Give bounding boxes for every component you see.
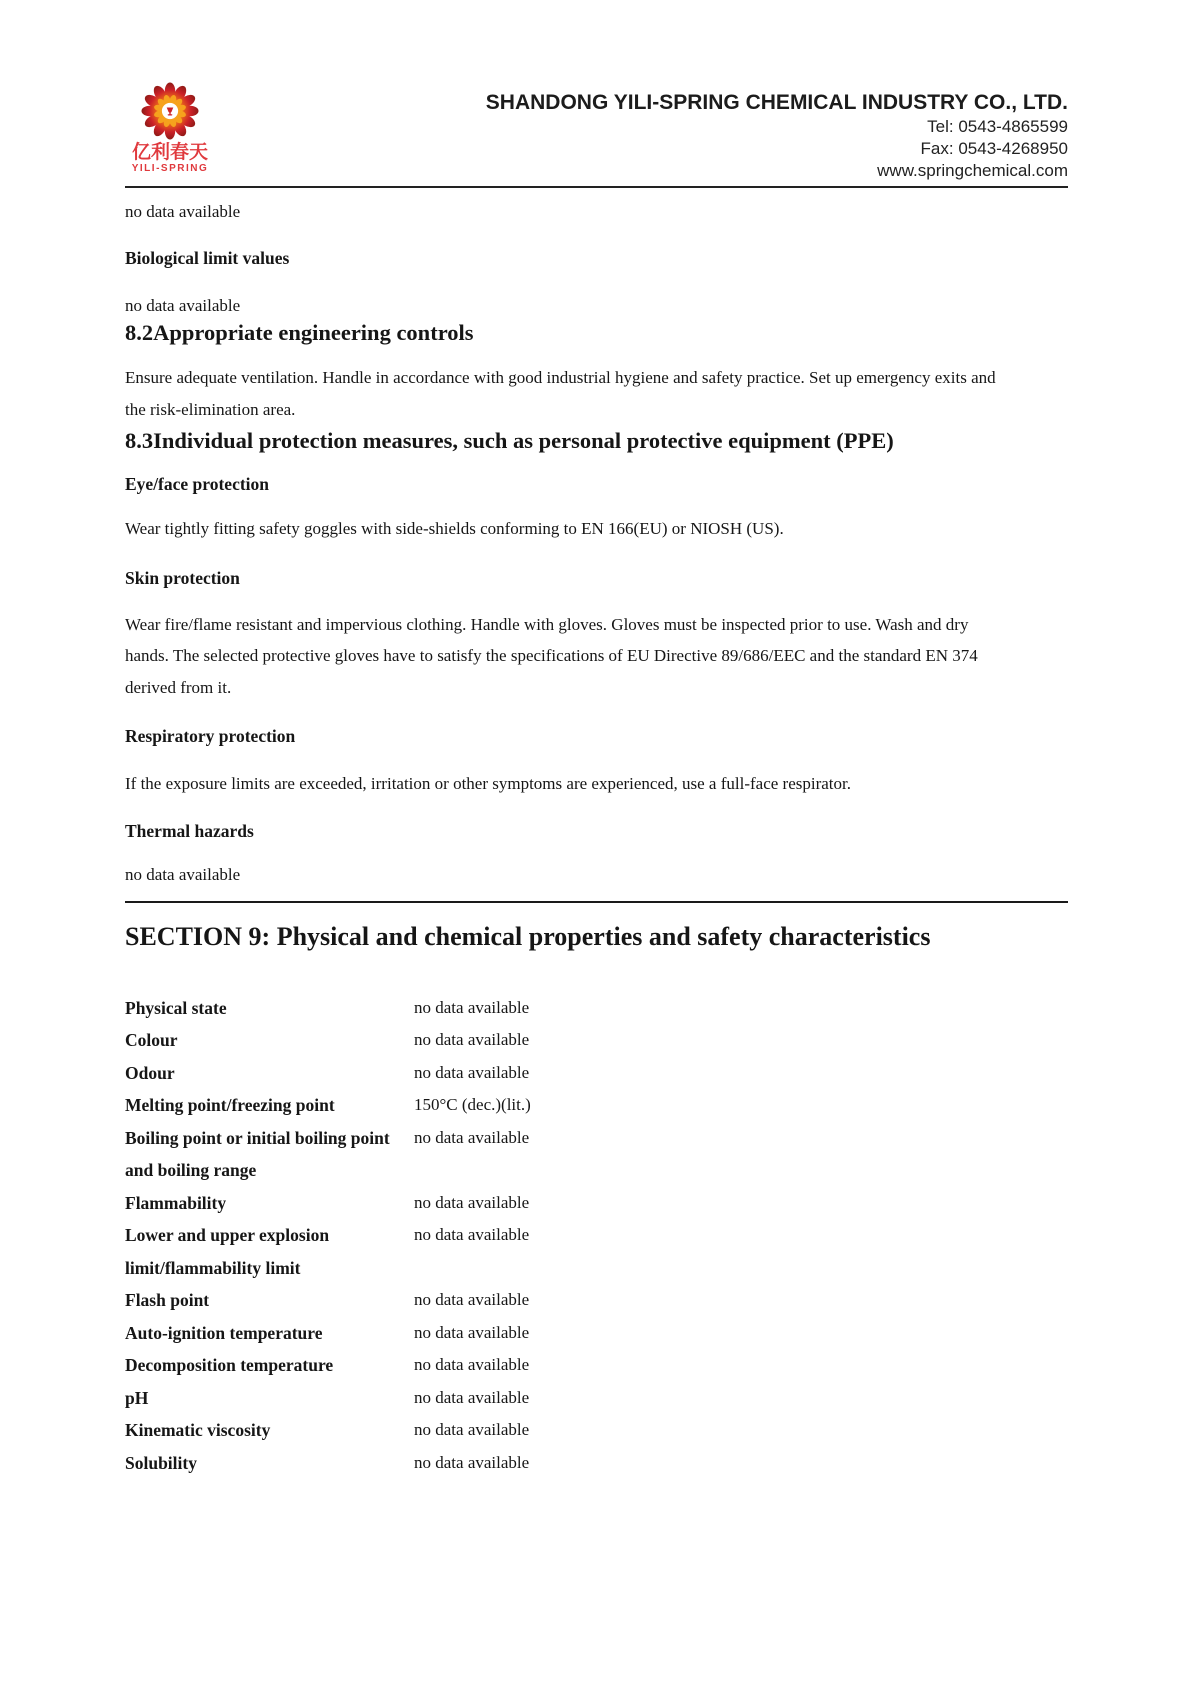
document-header <box>125 0 1068 188</box>
property-value: no data available <box>414 1355 530 1374</box>
properties-table <box>125 992 1068 1480</box>
property-value: no data available <box>414 1387 530 1407</box>
property-row <box>125 1284 1068 1317</box>
company-name: SHANDONG YILI-SPRING CHEMICAL INDUSTRY CO., LTD. <box>485 91 1068 114</box>
company-website: www.springchemical.com <box>877 161 1068 180</box>
section-9-title: SECTION 9: Physical and chemical properties and safety characteristics <box>125 921 931 951</box>
property-row <box>125 1317 1068 1350</box>
property-row <box>125 992 1068 1025</box>
skin-protection-heading: Skin protection <box>125 567 240 588</box>
respiratory-protection-text: If the exposure limits are exceeded, irritation or other symptoms are experienced, use a full-face respirator. <box>125 774 851 793</box>
property-label: Flash point <box>125 1290 210 1310</box>
no-data-line-2: no data available <box>125 296 241 315</box>
property-value: 150°C (dec.)(lit.) <box>414 1095 531 1114</box>
section-8-2-text: Ensure adequate ventilation. Handle in accordance with good industrial hygiene and safety practice. Set up emergency exits and the risk-elimination area. <box>125 368 996 419</box>
section-divider <box>125 901 1068 903</box>
property-value: no data available <box>414 1290 530 1309</box>
thermal-hazards-heading: Thermal hazards <box>125 820 254 841</box>
company-tel: Tel: 0543-4865599 <box>927 117 1068 136</box>
property-label: Lower and upper explosion limit/flammability limit <box>125 1225 330 1278</box>
property-value: no data available <box>414 1452 530 1472</box>
property-label: Auto-ignition temperature <box>125 1322 323 1343</box>
respiratory-protection-heading: Respiratory protection <box>125 726 296 746</box>
property-row <box>125 1349 1068 1382</box>
property-label: Flammability <box>125 1192 227 1213</box>
property-row <box>125 1382 1068 1415</box>
property-row <box>125 1219 1068 1284</box>
flower-logo-icon <box>141 82 199 140</box>
property-value: no data available <box>414 1322 530 1342</box>
header-contact-block <box>486 90 1068 182</box>
company-fax: Fax: 0543-4268950 <box>920 139 1068 158</box>
property-label: Colour <box>125 1030 178 1050</box>
property-label: Boiling point or initial boiling point and boiling range <box>125 1127 390 1180</box>
property-row <box>125 1187 1068 1220</box>
eye-face-protection-heading: Eye/face protection <box>125 474 270 494</box>
property-label: Physical state <box>125 997 227 1018</box>
property-value: no data available <box>414 1062 530 1082</box>
property-value: no data available <box>414 1192 530 1212</box>
property-value: no data available <box>414 1225 530 1244</box>
section-8-3-heading: 8.3Individual protection measures, such as personal protective equipment (PPE) <box>125 428 894 453</box>
property-label: Solubility <box>125 1452 197 1473</box>
property-value: no data available <box>414 997 530 1017</box>
property-value: no data available <box>414 1127 530 1147</box>
property-label: Melting point/freezing point <box>125 1095 335 1115</box>
property-label: Kinematic viscosity <box>125 1420 271 1440</box>
property-value: no data available <box>414 1420 530 1439</box>
property-row <box>125 1057 1068 1090</box>
property-label: Decomposition temperature <box>125 1355 334 1375</box>
property-label: pH <box>125 1387 149 1408</box>
property-row <box>125 1414 1068 1447</box>
section-8-2-heading: 8.2Appropriate engineering controls <box>125 320 474 345</box>
property-label: Odour <box>125 1062 175 1083</box>
property-row <box>125 1089 1068 1122</box>
logo-chinese-text: 亿利春天 <box>131 142 208 163</box>
logo-latin-text: YILI-SPRING <box>131 163 209 174</box>
biological-limit-heading: Biological limit values <box>125 248 290 268</box>
skin-protection-text: Wear fire/flame resistant and impervious clothing. Handle with gloves. Gloves must be inspected prior to use. Wash and dry hands. The selected protective gloves have to satisfy the specifications of EU Directive 89/686/EEC and the standard EN 374 derived from it. <box>125 614 978 697</box>
eye-face-protection-text: Wear tightly fitting safety goggles with side-shields conforming to EN 166(EU) or NIOSH (US). <box>125 519 784 538</box>
no-data-line-1: no data available <box>125 202 241 221</box>
property-row <box>125 1447 1068 1480</box>
property-value: no data available <box>414 1030 530 1049</box>
property-row <box>125 1122 1068 1187</box>
no-data-line-3: no data available <box>125 864 241 884</box>
company-logo <box>125 82 215 175</box>
property-row <box>125 1024 1068 1057</box>
